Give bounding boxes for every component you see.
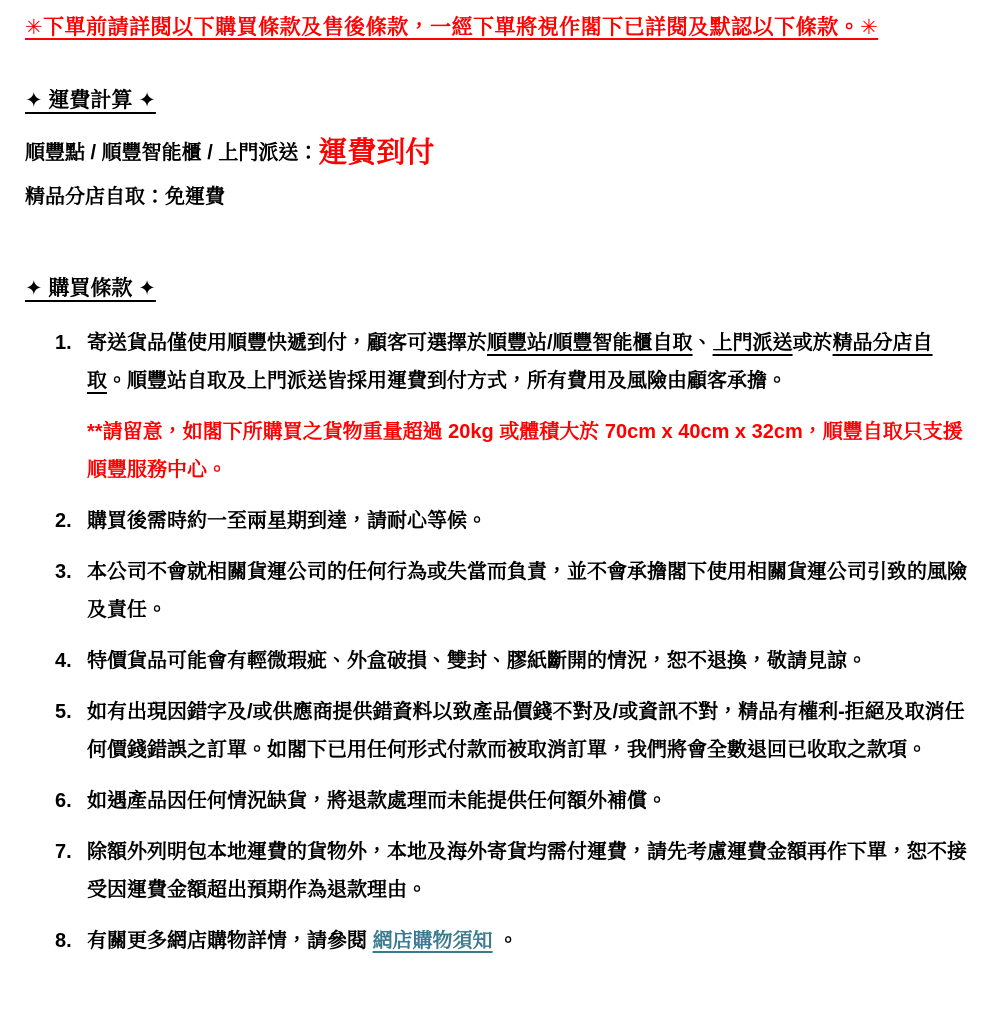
term-text (87, 324, 967, 400)
weight-size-limit-note: **請留意，如閣下所購買之貨物重量超過 20kg 或體積大於 70cm x 40cm x 32cm，順豐自取只支援順豐服務中心。 (87, 421, 963, 481)
term-item-2 (25, 502, 973, 540)
term-body (87, 693, 967, 769)
underlined-phrase: 上門派送 (712, 332, 793, 354)
term-text (87, 502, 967, 540)
term-text (87, 642, 967, 680)
term-item-5 (25, 693, 973, 769)
term-segment: 如有出現因錯字及/或供應商提供錯資料以致產品價錢不對及/或資訊不對，精品有權利-拒絕及取消任何價錢錯誤之訂單。如閣下已用任何形式付款而被取消訂單，我們將會全數退回已收取之款項。 (87, 701, 965, 761)
term-body (87, 553, 967, 629)
term-body (87, 502, 967, 540)
term-segment: 本公司不會就相關貨運公司的任何行為或失當而負責，並不會承擔閣下使用相關貨運公司引致的風險及責任。 (87, 561, 967, 621)
underlined-phrase: 順豐站/順豐智能櫃自取 (487, 332, 693, 354)
term-number: 6. (55, 790, 72, 812)
freight-collect-value: 運費到付 (318, 137, 435, 169)
term-segment: 。 (492, 930, 519, 952)
shopping-guide-link[interactable]: 網店購物須知 (372, 930, 493, 952)
terms-list (25, 324, 973, 960)
shipping-section-title: ✦ 運費計算 ✦ (25, 89, 156, 112)
term-text (87, 782, 967, 820)
term-body (87, 782, 967, 820)
term-text (87, 833, 967, 909)
term-number: 1. (55, 332, 72, 354)
term-item-4 (25, 642, 973, 680)
term-number: 2. (55, 510, 72, 532)
term-text (87, 553, 967, 629)
term-item-1 (25, 324, 973, 489)
term-body (87, 922, 967, 960)
term-number: 8. (55, 930, 72, 952)
term-item-6 (25, 782, 973, 820)
term-item-8 (25, 922, 973, 960)
term-number: 5. (55, 701, 72, 723)
term-segment: 。順豐站自取及上門派送皆採用運費到付方式，所有費用及風險由顧客承擔。 (107, 370, 787, 392)
term-text (87, 922, 967, 960)
term-segment: 特價貨品可能會有輕微瑕疵、外盒破損、雙封、膠紙斷開的情況，恕不退換，敬請見諒。 (87, 650, 867, 672)
term-item-7 (25, 833, 973, 909)
term-body (87, 833, 967, 909)
term-text (87, 693, 967, 769)
term-segment: 購買後需時約一至兩星期到達，請耐心等候。 (87, 510, 487, 532)
shipping-methods-line (25, 134, 973, 172)
term-segment: 或於 (792, 332, 833, 354)
term-segment: 寄送貨品僅使用順豐快遞到付，顧客可選擇於 (87, 332, 487, 354)
term-body (87, 642, 967, 680)
term-segment: 除額外列明包本地運費的貨物外，本地及海外寄貨均需付運費，請先考慮運費金額再作下單，恕不接受因運費金額超出預期作為退款理由。 (87, 841, 967, 901)
term-segment: 如遇產品因任何情況缺貨，將退款處理而未能提供任何額外補償。 (87, 790, 667, 812)
term-number: 7. (55, 841, 72, 863)
term-number: 3. (55, 561, 72, 583)
term-body (87, 324, 967, 489)
underlined-phrase: 精品分店自取 (87, 332, 933, 392)
term-item-3 (25, 553, 973, 629)
shipping-methods-label: 順豐點 / 順豐智能櫃 / 上門派送： (25, 142, 319, 164)
store-pickup-line: 精品分店自取：免運費 (25, 186, 225, 208)
term-segment: 有關更多網店購物詳情，請參閱 (87, 930, 373, 952)
pre-order-notice: ✳下單前請詳閱以下購買條款及售後條款，一經下單將視作閣下已詳閱及默認以下條款。✳ (25, 16, 879, 39)
purchase-terms-section-title: ✦ 購買條款 ✦ (25, 277, 156, 300)
term-segment: 、 (692, 332, 713, 354)
term-number: 4. (55, 650, 72, 672)
